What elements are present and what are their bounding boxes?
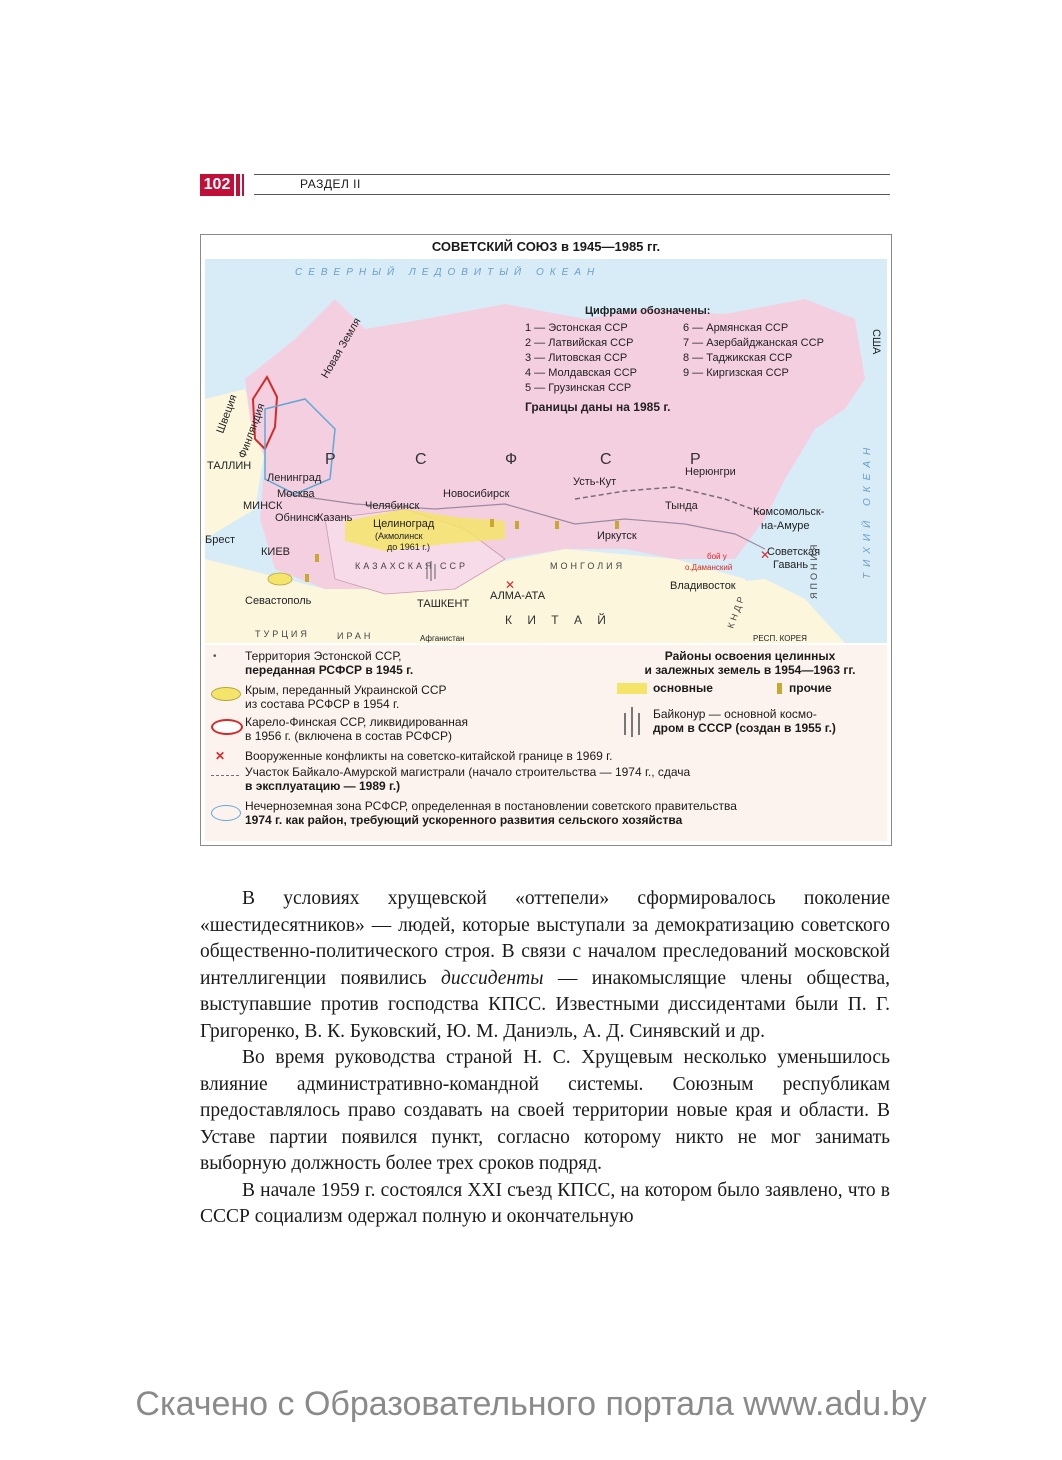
label-obninsk: Обнинск (275, 512, 319, 524)
label-kazan: Казань (317, 512, 353, 524)
label-iran: ИРАН (337, 631, 374, 641)
legend-virgin-title: Районы освоения целинных и залежных земель в 1954—1963 гг. (644, 649, 856, 677)
nonchernozem-swatch (211, 805, 241, 821)
karelia-swatch (211, 719, 243, 735)
label-akmolinsk-year: до 1961 г.) (387, 542, 430, 552)
label-japan: ЯПОНИЯ (809, 541, 819, 599)
digit-3: 3 — Литовская ССР (525, 352, 628, 364)
label-korea: РЕСП. КОРЕЯ (753, 634, 807, 643)
label-alma-ata: АЛМА-АТА (490, 590, 546, 602)
label-kiev: КИЕВ (261, 546, 290, 558)
paragraph-1: В условиях хрущевской «оттепели» сформировалось поколение «шестидесятников» — людей, которые выступали за демократизацию советского общественно-политического строя. В связи с началом преследований московской интеллигенции появились диссиденты — инакомыслящие члены общества, выступавшие против господства КПСС. Известными диссидентами были П. Г. Григоренко, В. К. Буковский, Ю. М. Даниэль, А. Д. Синявский и др. (200, 888, 890, 1042)
rsfsr-letter-3: Ф (505, 451, 522, 468)
watermark: Скачено с Образовательного портала www.adu.by (135, 1385, 927, 1423)
bam-swatch (211, 775, 239, 776)
conflict-marker: ✕ (505, 578, 516, 592)
label-gavan: Гавань (773, 559, 809, 571)
legend-karelia: Карело-Финская ССР, ликвидированная в 1956 г. (включена в состав РСФСР) (245, 715, 469, 743)
legend-nonchernozem: Нечерноземная зона РСФСР, определенная в постановлении советского правительства 1974 г. как район, требующий ускоренного развития сельского хозяйства (245, 799, 737, 827)
digit-9: 9 — Киргизская ССР (683, 367, 789, 379)
legend-virgin-other: прочие (789, 681, 832, 695)
label-komsomolsk: Комсомольск- (753, 506, 825, 518)
map-title: СОВЕТСКИЙ СОЮЗ в 1945—1985 гг. (431, 239, 661, 254)
crimea-swatch (211, 687, 241, 701)
header-bar-thin (242, 174, 244, 196)
label-sweden: Швеция (214, 393, 240, 436)
label-komsomolsk-2: на-Амуре (761, 520, 810, 532)
map-legend (205, 645, 887, 841)
rsfsr-letter-1: Р (325, 451, 340, 468)
label-minsk: МИНСК (243, 500, 283, 512)
header-rule-top (254, 174, 890, 175)
label-chelyabinsk: Челябинск (365, 500, 420, 512)
conflict-icon: ✕ (215, 749, 226, 763)
rsfsr-letter-4: С (600, 451, 616, 468)
rsfsr-letter-5: Р (690, 451, 705, 468)
label-sevastopol: Севастополь (245, 595, 312, 607)
ussr-map (205, 259, 887, 643)
label-china: К И Т А Й (505, 613, 612, 627)
crimea (268, 573, 292, 585)
label-vladivostok: Владивосток (670, 580, 736, 592)
label-tashkent: ТАШКЕНТ (417, 598, 470, 610)
label-finland: Финляндия (236, 401, 268, 461)
label-tynda: Тында (665, 500, 698, 512)
rsfsr-letter-2: С (415, 451, 431, 468)
label-brest: Брест (205, 534, 235, 546)
label-kndr: КНДР (725, 592, 748, 630)
emphasis-dissidents: диссиденты (441, 967, 544, 989)
section-title: РАЗДЕЛ II (300, 177, 361, 191)
legend-virgin-main: основные (653, 681, 713, 695)
digit-1: 1 — Эстонская ССР (525, 322, 628, 334)
map-figure (200, 234, 892, 846)
usa-label: США (870, 329, 882, 355)
baikonur-icon (617, 703, 647, 737)
virgin-main-swatch (617, 683, 647, 694)
label-turkey: ТУРЦИЯ (255, 629, 310, 639)
page-header (200, 172, 890, 198)
ocean-label: СЕВЕРНЫЙ ЛЕДОВИТЫЙ ОКЕАН (295, 267, 601, 278)
header-rule-bottom (254, 194, 890, 195)
paragraph-2: Во время руководства страной Н. С. Хрущевым несколько уменьшилось влияние административно-командной системы. Союзным республикам предоставлялось право создавать на своей территории новые края и области. В Уставе партии появился пункт, согласно которому никто не мог занимать выборную должность более трех сроков подряд. (200, 1047, 890, 1174)
label-sovetskaya: Советская (767, 546, 821, 558)
label-kazakh-ssr: КАЗАХСКАЯ ССР (355, 561, 469, 571)
digit-5: 5 — Грузинская ССР (525, 382, 632, 394)
conflict-marker-2: ✕ (760, 548, 771, 562)
pacific-label: ТИХИЙ ОКЕАН (862, 441, 873, 579)
label-tallinn: ТАЛЛИН (207, 460, 252, 472)
page-number: 102 (200, 174, 234, 196)
digit-4: 4 — Молдавская ССР (525, 367, 637, 379)
legend-crimea: Крым, переданный Украинской ССР из состава РСФСР в 1954 г. (245, 683, 447, 711)
legend-baikonur: Байконур — основной космо- дром в СССР (создан в 1955 г.) (653, 707, 836, 735)
header-bar (236, 174, 240, 196)
borders-note: Границы даны на 1985 г. (525, 400, 671, 414)
legend-estonia: Территория Эстонской ССР, переданная РСФСР в 1945 г. (245, 649, 414, 677)
label-novosibirsk: Новосибирск (443, 488, 510, 500)
label-neryungri: Нерюнгри (685, 466, 736, 478)
digit-6: 6 — Армянская ССР (683, 322, 789, 334)
label-mongolia: МОНГОЛИЯ (550, 561, 626, 571)
label-ust-kut: Усть-Кут (573, 476, 617, 488)
virgin-other-swatch (777, 683, 782, 694)
digit-7: 7 — Азербайджанская ССР (683, 337, 824, 349)
body-text (200, 886, 890, 1231)
label-irkutsk: Иркутск (597, 530, 637, 542)
label-tselinograd: Целиноград (373, 518, 435, 530)
label-leningrad: Ленинград (267, 472, 322, 484)
label-akmolinsk: (Акмолинск (375, 531, 423, 541)
label-afghanistan: Афганистан (420, 634, 465, 643)
label-battle: бой у (707, 552, 727, 561)
estonia-marker: • (213, 651, 217, 662)
digits-title: Цифрами обозначены: (585, 305, 711, 317)
paragraph-3: В начале 1959 г. состоялся XXI съезд КПСС, на котором было заявлено, что в СССР социализм одержал полную и окончательную (200, 1179, 890, 1227)
legend-bam: Участок Байкало-Амурской магистрали (начало строительства — 1974 г., сдача в эксплуатацию — 1989 г.) (245, 765, 691, 793)
legend-conflict: Вооруженные конфликты на советско-китайской границе в 1969 г. (245, 749, 613, 763)
label-moscow: Москва (277, 488, 315, 500)
label-novaya-zemlya: Новая Земля (319, 315, 364, 381)
digit-8: 8 — Таджикская ССР (683, 352, 793, 364)
digit-2: 2 — Латвийская ССР (525, 337, 634, 349)
label-battle-2: о.Даманский (685, 563, 733, 572)
